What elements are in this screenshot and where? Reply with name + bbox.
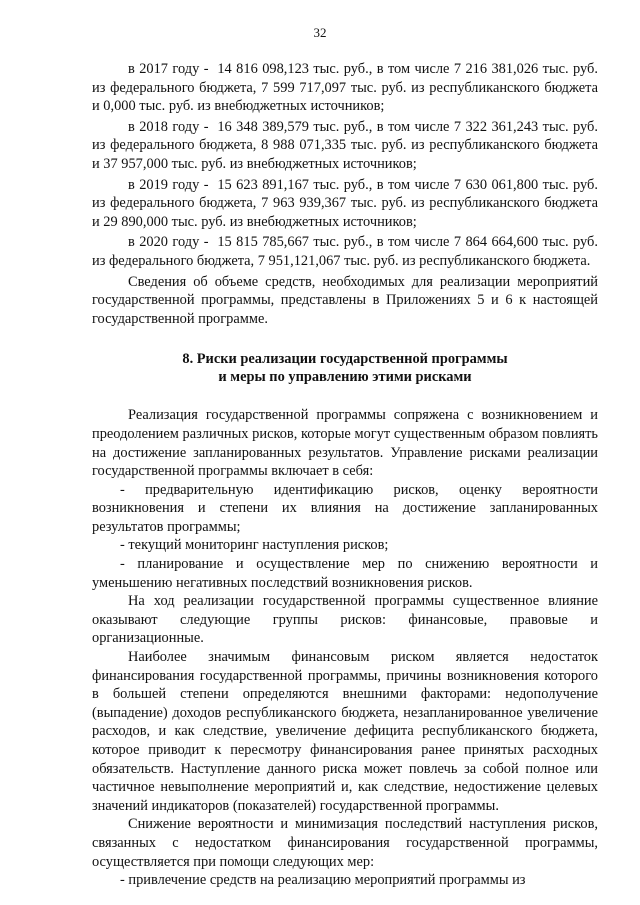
funding-2018	[92, 118, 598, 174]
funding-text: 15 623 891,167 тыс. руб., в том числе 7 630 061,800 тыс. руб. из федерального бюджета, 7 963 939,367 тыс. руб. из республиканского бюджета и 29 890,000 тыс. руб. из внебюджетных источников;	[92, 176, 598, 230]
funding-year: в 2017 году -	[128, 61, 209, 77]
section-heading-line2: и меры по управлению этими рисками	[218, 369, 472, 386]
financial-risk-paragraph: Наиболее значимым финансовым риском является недостаток финансирования государственной программы, причины возникновения которого в большей степени определяются внешними факторами: недополучение (выпадение) доходов республиканского бюджета, незапланированное увеличение расходов, и как следствие, увеличение дефицита республиканского бюджета, которое приводит к пересмотру финансирования ранее принятых расходных обязательств. Наступление данного риска может повлечь за собой полное или частичное невыполнение мероприятий и, как следствие, недостижение целевых значений индикаторов (показателей) государственной программы.	[92, 649, 598, 814]
list-item: - привлечение средств на реализацию мероприятий программы из	[120, 872, 526, 889]
funding-year: в 2019 году -	[128, 176, 209, 193]
funding-2020	[92, 233, 598, 270]
funding-year: в 2020 году -	[128, 234, 209, 251]
funding-2019	[92, 176, 598, 232]
funding-text: 16 348 389,579 тыс. руб., в том числе 7 322 361,243 тыс. руб. из федерального бюджета, 8 988 071,335 тыс. руб. из республиканского бюджета и 37 957,000 тыс. руб. из внебюджетных источников;	[92, 118, 598, 172]
list-item: - планирование и осуществление мер по снижению вероятности и уменьшению негативных последствий возникновения рисков.	[92, 556, 598, 591]
list-item: - предварительную идентификацию рисков, оценку вероятности возникновения и степени их влияния на достижение запланированных результатов программы;	[92, 481, 598, 535]
funding-2017	[92, 60, 598, 116]
risks-intro-paragraph: Реализация государственной программы сопряжена с возникновением и преодолением различных рисков, которые могут существенным образом повлиять на достижение запланированных результатов. Управление рисками реализации государственной программы включает в себя:	[92, 407, 598, 480]
page-number: 32	[313, 25, 327, 40]
funding-text: 14 816 098,123 тыс. руб., в том числе 7 216 381,026 тыс. руб. из федерального бюджета, 7 599 717,097 тыс. руб. из республиканского бюджета и 0,000 тыс. руб. из внебюджетных источников;	[92, 61, 598, 115]
risk-groups-paragraph: На ход реализации государственной программы существенное влияние оказывают следующие группы рисков: финансовые, правовые и организационные.	[92, 593, 598, 647]
section-heading-line1: 8. Риски реализации государственной программы	[182, 351, 508, 368]
funding-text: 15 815 785,667 тыс. руб., в том числе 7 864 664,600 тыс. руб. из федерального бюджета, 7 951,121,067 тыс. руб. из республиканского бюджета.	[92, 234, 598, 269]
list-item: - текущий мониторинг наступления рисков;	[120, 537, 389, 554]
info-paragraph: Сведения об объеме средств, необходимых для реализации мероприятий государственной программы, представлены в Приложениях 5 и 6 к настоящей государственной программе.	[92, 273, 598, 327]
section-heading	[92, 350, 598, 386]
page-content	[92, 60, 598, 890]
mitigation-paragraph: Снижение вероятности и минимизация последствий наступления рисков, связанных с недостатком финансирования государственной программы, осуществляется при помощи следующих мер:	[92, 816, 598, 870]
funding-year: в 2018 году -	[128, 118, 209, 135]
